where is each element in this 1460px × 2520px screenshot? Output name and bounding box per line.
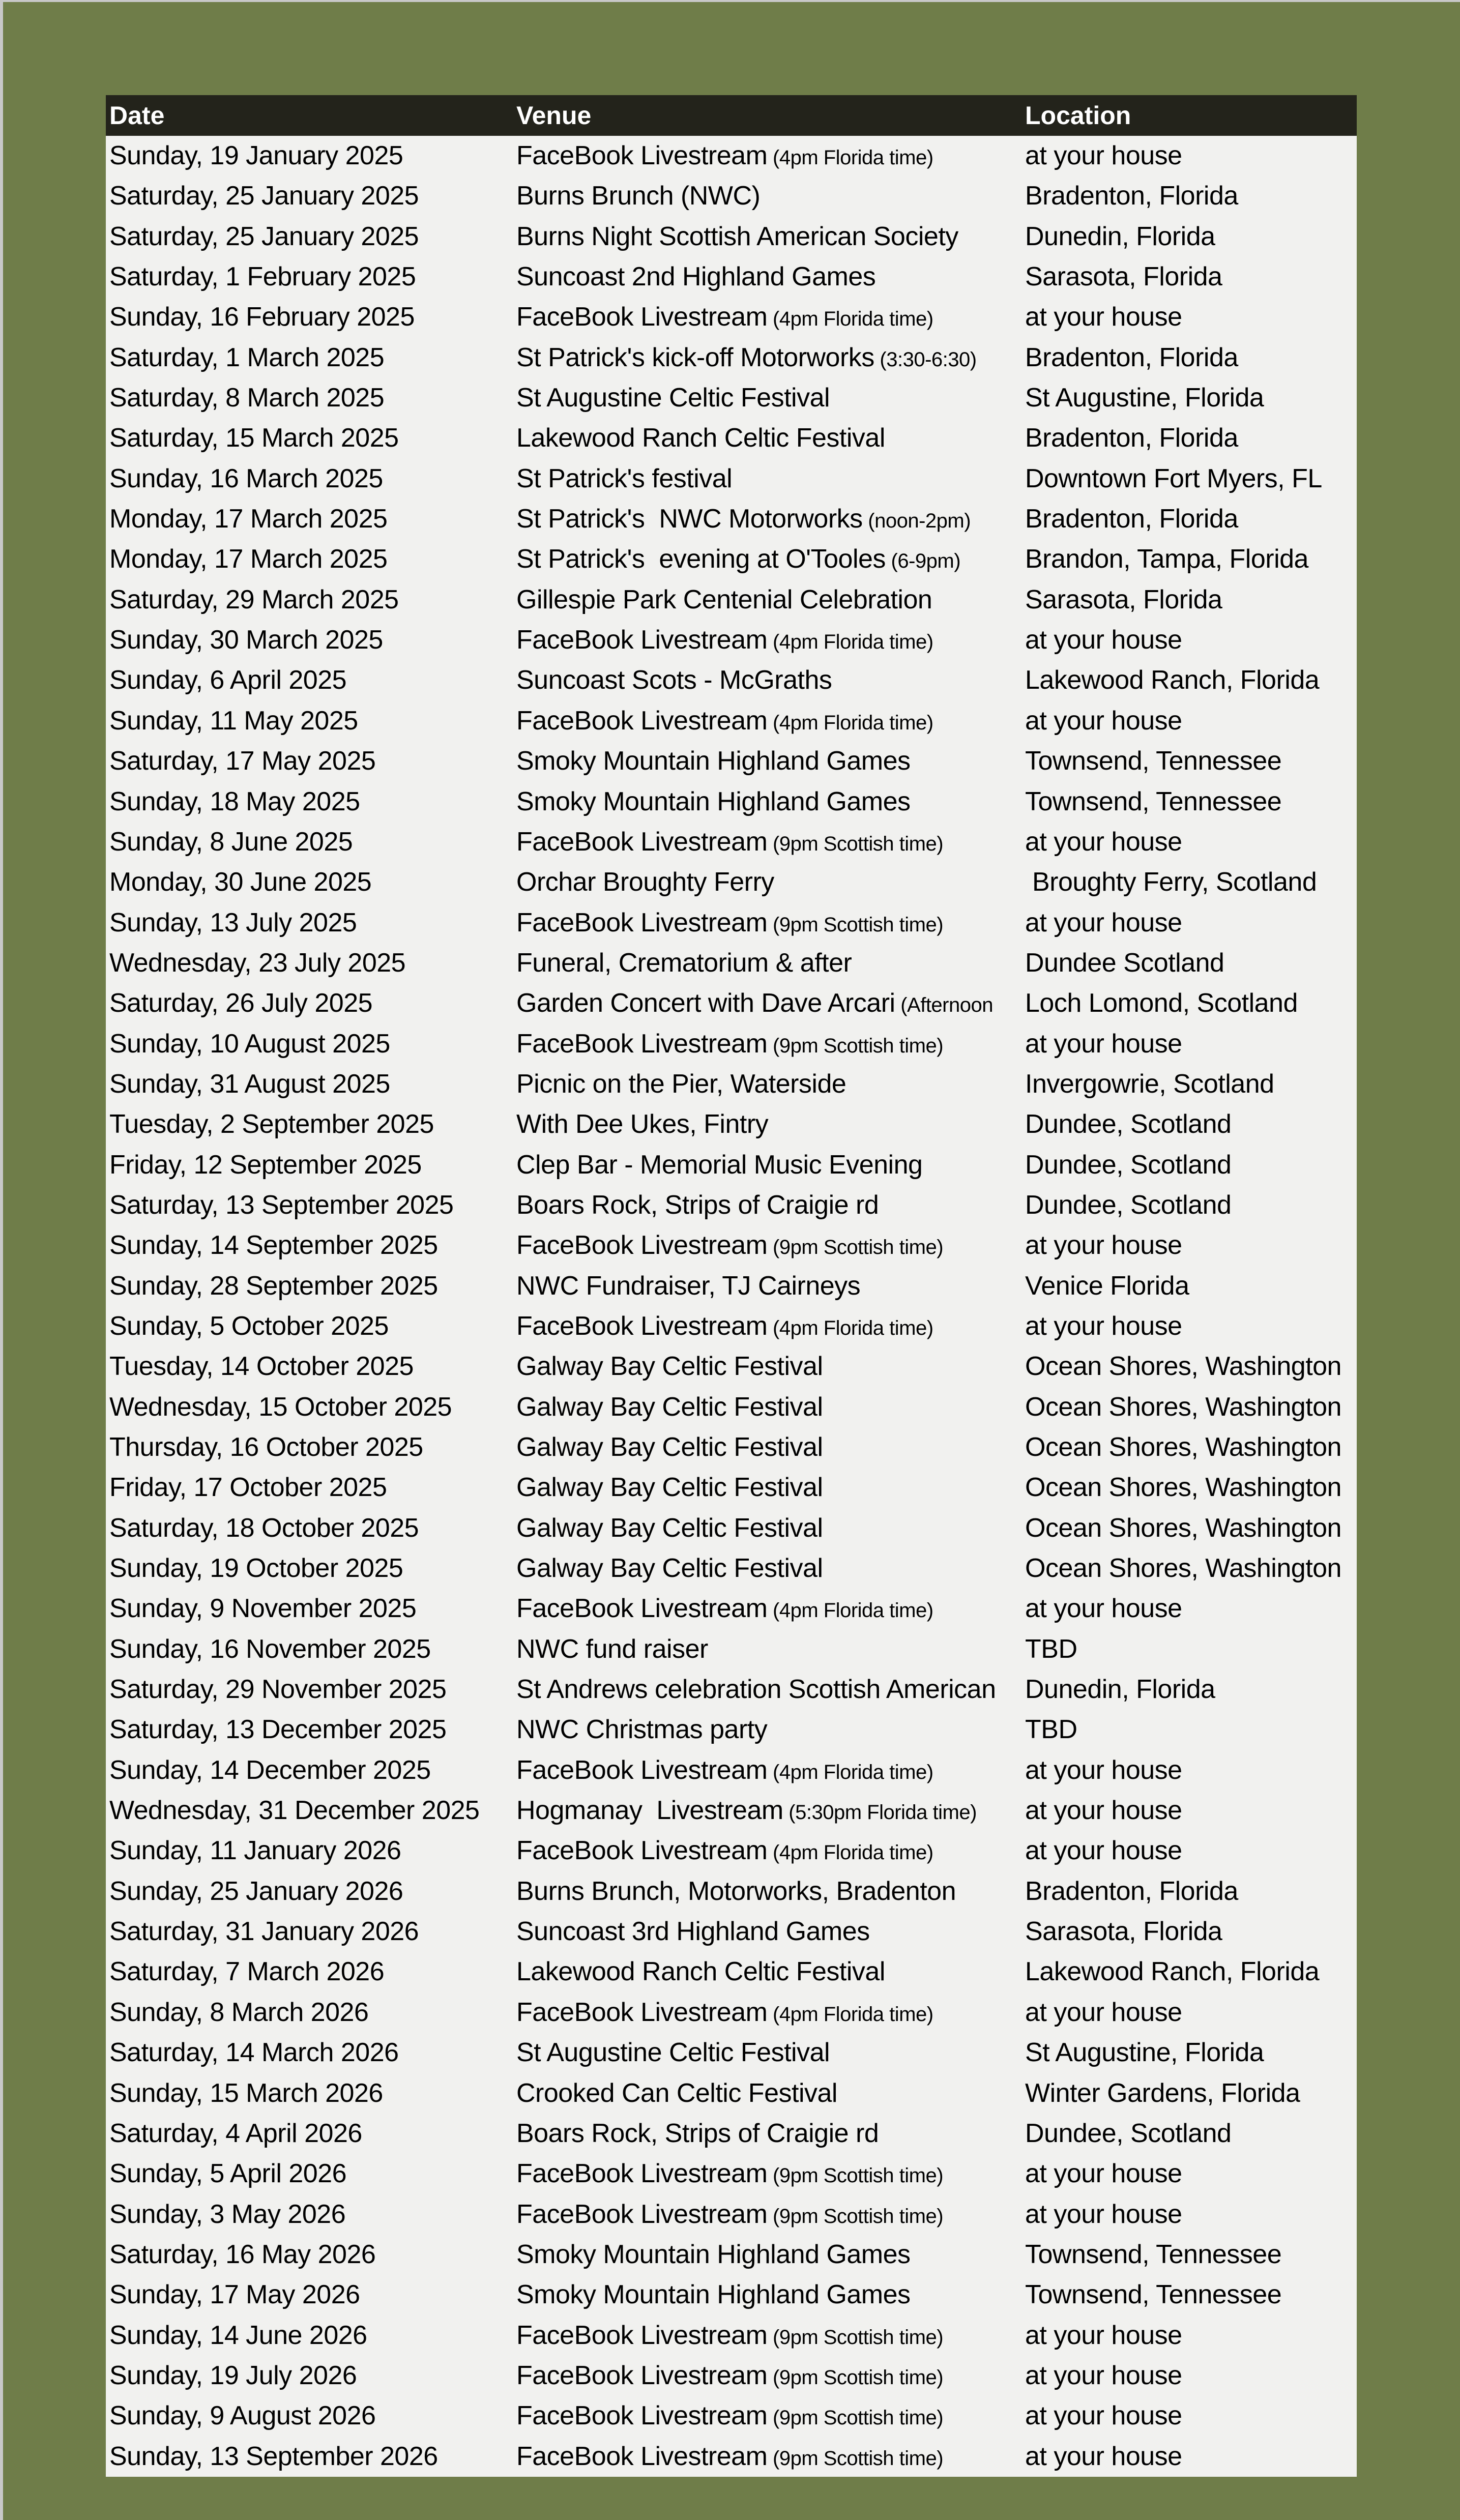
venue-cell: FaceBook Livestream (9pm Scottish time) — [516, 907, 944, 937]
venue-cell: Smoky Mountain Highland Games — [516, 746, 911, 776]
table-row — [106, 660, 1357, 700]
date-cell: Sunday, 31 August 2025 — [109, 1069, 390, 1099]
table-row — [106, 1992, 1357, 2033]
location-cell: Dundee, Scotland — [1025, 2118, 1232, 2148]
venue-cell: Hogmanay Livestream (5:30pm Florida time) — [516, 1796, 977, 1826]
date-cell: Sunday, 18 May 2025 — [109, 786, 360, 816]
venue-cell: Burns Brunch (NWC) — [516, 181, 761, 211]
location-cell: Downtown Fort Myers, FL — [1025, 463, 1322, 493]
location-cell: Bradenton, Florida — [1025, 342, 1238, 372]
table-row — [106, 822, 1357, 862]
location-cell: Dundee, Scotland — [1025, 1150, 1232, 1180]
venue-time-note: (9pm Scottish time) — [767, 913, 944, 936]
table-row — [106, 2114, 1357, 2154]
venue-time-note: (9pm Scottish time) — [767, 1236, 944, 1259]
venue-cell: Burns Brunch, Motorworks, Bradenton — [516, 1876, 956, 1906]
table-row — [106, 1589, 1357, 1629]
date-cell: Sunday, 13 July 2025 — [109, 907, 357, 937]
venue-cell: FaceBook Livestream (9pm Scottish time) — [516, 2360, 944, 2390]
location-cell: at your house — [1025, 827, 1182, 857]
location-cell: Invergowrie, Scotland — [1025, 1069, 1274, 1099]
table-row — [106, 1912, 1357, 1952]
location-cell: TBD — [1025, 1715, 1077, 1745]
venue-cell: FaceBook Livestream (4pm Florida time) — [516, 706, 933, 736]
date-cell: Saturday, 18 October 2025 — [109, 1513, 419, 1543]
date-cell: Friday, 12 September 2025 — [109, 1150, 422, 1180]
venue-time-note: (5:30pm Florida time) — [783, 1801, 977, 1824]
date-cell: Sunday, 5 April 2026 — [109, 2159, 347, 2189]
venue-cell: FaceBook Livestream (4pm Florida time) — [516, 141, 933, 170]
location-cell: Sarasota, Florida — [1025, 1917, 1222, 1947]
location-cell: TBD — [1025, 1634, 1077, 1664]
date-cell: Sunday, 9 August 2026 — [109, 2401, 376, 2431]
table-row — [106, 378, 1357, 418]
date-cell: Monday, 17 March 2025 — [109, 504, 388, 534]
date-cell: Saturday, 1 February 2025 — [109, 262, 416, 292]
table-row — [106, 418, 1357, 458]
location-cell: Ocean Shores, Washington — [1025, 1554, 1341, 1584]
venue-time-note: (9pm Scottish time) — [767, 2326, 944, 2349]
location-cell: Bradenton, Florida — [1025, 423, 1238, 453]
venue-cell: FaceBook Livestream (9pm Scottish time) — [516, 1230, 944, 1261]
date-cell: Sunday, 15 March 2026 — [109, 2078, 383, 2108]
location-cell: at your house — [1025, 1796, 1182, 1826]
table-row — [106, 741, 1357, 781]
location-cell: at your house — [1025, 141, 1182, 170]
table-row — [106, 459, 1357, 499]
location-cell: Brandon, Tampa, Florida — [1025, 544, 1308, 574]
date-cell: Sunday, 14 June 2026 — [109, 2320, 367, 2350]
venue-cell: Galway Bay Celtic Festival — [516, 1473, 823, 1503]
date-cell: Sunday, 19 January 2025 — [109, 141, 403, 170]
table-row — [106, 2275, 1357, 2315]
venue-cell: St Patrick's NWC Motorworks (noon-2pm) — [516, 504, 971, 534]
date-cell: Sunday, 28 September 2025 — [109, 1271, 438, 1301]
date-cell: Sunday, 5 October 2025 — [109, 1311, 389, 1341]
date-cell: Friday, 17 October 2025 — [109, 1473, 387, 1503]
venue-cell: NWC fund raiser — [516, 1634, 708, 1664]
location-cell: Bradenton, Florida — [1025, 504, 1238, 534]
location-cell: at your house — [1025, 1594, 1182, 1624]
location-cell: Ocean Shores, Washington — [1025, 1352, 1341, 1382]
table-row — [106, 1145, 1357, 1185]
table-row — [106, 1952, 1357, 1992]
venue-cell: NWC Christmas party — [516, 1715, 768, 1745]
location-cell: at your house — [1025, 1755, 1182, 1785]
venue-time-note: (9pm Scottish time) — [767, 2447, 944, 2470]
date-cell: Saturday, 13 December 2025 — [109, 1715, 447, 1745]
location-cell: Dundee, Scotland — [1025, 1190, 1232, 1220]
table-row — [106, 1387, 1357, 1427]
date-cell: Saturday, 17 May 2025 — [109, 746, 376, 776]
venue-cell: Orchar Broughty Ferry — [516, 867, 774, 897]
location-cell: Ocean Shores, Washington — [1025, 1513, 1341, 1543]
table-row — [106, 903, 1357, 943]
table-row — [106, 701, 1357, 741]
venue-cell: Boars Rock, Strips of Craigie rd — [516, 2118, 879, 2148]
location-cell: St Augustine, Florida — [1025, 383, 1264, 413]
venue-time-note: (4pm Florida time) — [767, 1316, 933, 1339]
venue-cell: Smoky Mountain Highland Games — [516, 2239, 911, 2269]
venue-cell: Galway Bay Celtic Festival — [516, 1432, 823, 1462]
location-cell: at your house — [1025, 907, 1182, 937]
date-cell: Tuesday, 2 September 2025 — [109, 1109, 434, 1139]
table-row — [106, 1024, 1357, 1064]
location-cell: Townsend, Tennessee — [1025, 2239, 1282, 2269]
venue-cell: NWC Fundraiser, TJ Cairneys — [516, 1271, 861, 1301]
venue-time-note: (4pm Florida time) — [767, 1761, 933, 1783]
date-cell: Sunday, 16 March 2025 — [109, 463, 383, 493]
date-cell: Sunday, 14 December 2025 — [109, 1755, 431, 1785]
table-row — [106, 1750, 1357, 1791]
date-cell: Sunday, 11 January 2026 — [109, 1836, 401, 1866]
date-cell: Saturday, 25 January 2025 — [109, 181, 419, 211]
table-row — [106, 2235, 1357, 2275]
date-cell: Sunday, 14 September 2025 — [109, 1230, 438, 1261]
venue-time-note: (6-9pm) — [885, 550, 961, 573]
location-cell: Townsend, Tennessee — [1025, 746, 1282, 776]
date-cell: Monday, 30 June 2025 — [109, 867, 372, 897]
venue-cell: Clep Bar - Memorial Music Evening — [516, 1150, 923, 1180]
location-cell: Lakewood Ranch, Florida — [1025, 665, 1320, 695]
header-location: Location — [1025, 101, 1131, 130]
location-cell: Ocean Shores, Washington — [1025, 1432, 1341, 1462]
venue-time-note: (Afternoon — [895, 994, 993, 1017]
date-cell: Sunday, 19 July 2026 — [109, 2360, 357, 2390]
venue-cell: FaceBook Livestream (9pm Scottish time) — [516, 2320, 944, 2350]
table-row — [106, 1791, 1357, 1831]
table-row — [106, 1871, 1357, 1912]
date-cell: Saturday, 8 March 2025 — [109, 383, 385, 413]
venue-cell: Suncoast Scots - McGraths — [516, 665, 832, 695]
date-cell: Sunday, 8 March 2026 — [109, 1997, 369, 2027]
venue-time-note: (noon-2pm) — [862, 510, 971, 533]
location-cell: St Augustine, Florida — [1025, 2038, 1264, 2068]
date-cell: Saturday, 1 March 2025 — [109, 342, 385, 372]
table-row — [106, 1104, 1357, 1145]
date-cell: Monday, 17 March 2025 — [109, 544, 388, 574]
venue-cell: FaceBook Livestream (9pm Scottish time) — [516, 2159, 944, 2189]
venue-cell: FaceBook Livestream (9pm Scottish time) — [516, 2199, 944, 2229]
location-cell: at your house — [1025, 1311, 1182, 1341]
date-cell: Wednesday, 15 October 2025 — [109, 1392, 452, 1422]
venue-cell: FaceBook Livestream (9pm Scottish time) — [516, 2441, 944, 2471]
date-cell: Sunday, 9 November 2025 — [109, 1594, 417, 1624]
venue-time-note: (4pm Florida time) — [767, 146, 933, 169]
venue-cell: Galway Bay Celtic Festival — [516, 1352, 823, 1382]
venue-cell: With Dee Ukes, Fintry — [516, 1109, 769, 1139]
venue-cell: St Patrick's festival — [516, 463, 733, 493]
venue-cell: Gillespie Park Centenial Celebration — [516, 584, 932, 614]
table-row — [106, 1427, 1357, 1468]
venue-cell: FaceBook Livestream (4pm Florida time) — [516, 1836, 933, 1866]
table-row — [106, 1266, 1357, 1306]
table-row — [106, 2194, 1357, 2235]
location-cell: Ocean Shores, Washington — [1025, 1473, 1341, 1503]
venue-time-note: (9pm Scottish time) — [767, 832, 944, 855]
table-row — [106, 943, 1357, 983]
location-cell: at your house — [1025, 625, 1182, 655]
date-cell: Wednesday, 31 December 2025 — [109, 1796, 480, 1826]
venue-cell: St Augustine Celtic Festival — [516, 2038, 830, 2068]
venue-cell: Boars Rock, Strips of Craigie rd — [516, 1190, 879, 1220]
table-row — [106, 620, 1357, 660]
location-cell: at your house — [1025, 1836, 1182, 1866]
venue-cell: FaceBook Livestream (9pm Scottish time) — [516, 2401, 944, 2431]
table-row — [106, 539, 1357, 579]
venue-cell: St Patrick's kick-off Motorworks (3:30-6:30) — [516, 342, 977, 372]
table-row — [106, 1548, 1357, 1589]
table-row — [106, 1710, 1357, 1750]
venue-cell: Galway Bay Celtic Festival — [516, 1554, 823, 1584]
table-row — [106, 1468, 1357, 1508]
date-cell: Sunday, 19 October 2025 — [109, 1554, 403, 1584]
venue-cell: St Patrick's evening at O'Tooles (6-9pm) — [516, 544, 961, 574]
venue-time-note: (4pm Florida time) — [767, 631, 933, 654]
venue-cell: Galway Bay Celtic Festival — [516, 1513, 823, 1543]
venue-cell: Smoky Mountain Highland Games — [516, 2280, 911, 2310]
table-row — [106, 1225, 1357, 1266]
date-cell: Thursday, 16 October 2025 — [109, 1432, 423, 1462]
location-cell: at your house — [1025, 1997, 1182, 2027]
date-cell: Saturday, 25 January 2025 — [109, 221, 419, 251]
date-cell: Sunday, 6 April 2025 — [109, 665, 347, 695]
venue-cell: FaceBook Livestream (4pm Florida time) — [516, 625, 933, 655]
table-row — [106, 580, 1357, 620]
date-cell: Saturday, 26 July 2025 — [109, 988, 373, 1018]
venue-time-note: (4pm Florida time) — [767, 1599, 933, 1622]
date-cell: Saturday, 29 March 2025 — [109, 584, 399, 614]
venue-cell: St Augustine Celtic Festival — [516, 383, 830, 413]
date-cell: Sunday, 16 November 2025 — [109, 1634, 431, 1664]
venue-cell: FaceBook Livestream (4pm Florida time) — [516, 1311, 933, 1341]
venue-time-note: (9pm Scottish time) — [767, 2205, 944, 2228]
location-cell: at your house — [1025, 2159, 1182, 2189]
venue-cell: Smoky Mountain Highland Games — [516, 786, 911, 816]
venue-cell: FaceBook Livestream (9pm Scottish time) — [516, 1029, 944, 1059]
date-cell: Sunday, 8 June 2025 — [109, 827, 353, 857]
table-row — [106, 862, 1357, 902]
venue-cell: Galway Bay Celtic Festival — [516, 1392, 823, 1422]
location-cell: Dunedin, Florida — [1025, 1675, 1215, 1705]
venue-time-note: (4pm Florida time) — [767, 711, 933, 734]
location-cell: Ocean Shores, Washington — [1025, 1392, 1341, 1422]
location-cell: at your house — [1025, 2199, 1182, 2229]
table-row — [106, 2073, 1357, 2114]
date-cell: Sunday, 30 March 2025 — [109, 625, 383, 655]
table-row — [106, 2154, 1357, 2194]
location-cell: Bradenton, Florida — [1025, 1876, 1238, 1906]
date-cell: Sunday, 10 August 2025 — [109, 1029, 390, 1059]
date-cell: Saturday, 4 April 2026 — [109, 2118, 362, 2148]
venue-time-note: (9pm Scottish time) — [767, 1034, 944, 1057]
location-cell: Sarasota, Florida — [1025, 584, 1222, 614]
location-cell: at your house — [1025, 2401, 1182, 2431]
date-cell: Saturday, 14 March 2026 — [109, 2038, 399, 2068]
location-cell: at your house — [1025, 2360, 1182, 2390]
venue-cell: Funeral, Crematorium & after — [516, 948, 852, 978]
venue-time-note: (9pm Scottish time) — [767, 2366, 944, 2389]
venue-cell: FaceBook Livestream (4pm Florida time) — [516, 1594, 933, 1624]
table-row — [106, 1306, 1357, 1346]
table-row — [106, 1629, 1357, 1669]
venue-cell: Picnic on the Pier, Waterside — [516, 1069, 846, 1099]
date-cell: Sunday, 17 May 2026 — [109, 2280, 360, 2310]
venue-cell: St Andrews celebration Scottish American — [516, 1675, 996, 1705]
table-row — [106, 1064, 1357, 1104]
location-cell: Sarasota, Florida — [1025, 262, 1222, 292]
table-header-row — [106, 95, 1357, 136]
events-table — [106, 95, 1357, 2477]
date-cell: Sunday, 25 January 2026 — [109, 1876, 403, 1906]
location-cell: Dundee, Scotland — [1025, 1109, 1232, 1139]
location-cell: Dunedin, Florida — [1025, 221, 1215, 251]
table-row — [106, 1508, 1357, 1548]
date-cell: Sunday, 11 May 2025 — [109, 706, 358, 736]
table-row — [106, 1669, 1357, 1710]
venue-time-note: (3:30-6:30) — [874, 348, 977, 371]
venue-cell: Suncoast 2nd Highland Games — [516, 262, 876, 292]
table-row — [106, 136, 1357, 176]
location-cell: Loch Lomond, Scotland — [1025, 988, 1298, 1018]
table-row — [106, 2316, 1357, 2356]
location-cell: at your house — [1025, 706, 1182, 736]
table-row — [106, 1831, 1357, 1871]
location-cell: Winter Gardens, Florida — [1025, 2078, 1300, 2108]
location-cell: Venice Florida — [1025, 1271, 1189, 1301]
venue-time-note: (4pm Florida time) — [767, 1841, 933, 1864]
location-cell: Bradenton, Florida — [1025, 181, 1238, 211]
header-venue: Venue — [516, 101, 592, 130]
venue-cell: FaceBook Livestream (9pm Scottish time) — [516, 827, 944, 857]
location-cell: at your house — [1025, 2441, 1182, 2471]
table-row — [106, 983, 1357, 1023]
venue-cell: Garden Concert with Dave Arcari (Afternoon — [516, 988, 993, 1018]
venue-cell: Suncoast 3rd Highland Games — [516, 1917, 870, 1947]
table-row — [106, 297, 1357, 337]
table-row — [106, 217, 1357, 257]
date-cell: Tuesday, 14 October 2025 — [109, 1352, 414, 1382]
date-cell: Saturday, 13 September 2025 — [109, 1190, 454, 1220]
venue-time-note: (9pm Scottish time) — [767, 2164, 944, 2187]
location-cell: at your house — [1025, 1029, 1182, 1059]
date-cell: Saturday, 15 March 2025 — [109, 423, 399, 453]
location-cell: at your house — [1025, 1230, 1182, 1261]
venue-cell: Lakewood Ranch Celtic Festival — [516, 1957, 885, 1987]
table-row — [106, 2437, 1357, 2477]
table-row — [106, 176, 1357, 216]
venue-time-note: (4pm Florida time) — [767, 2003, 933, 2026]
date-cell: Sunday, 16 February 2025 — [109, 302, 415, 332]
table-row — [106, 2356, 1357, 2396]
location-cell: Broughty Ferry, Scotland — [1025, 867, 1317, 897]
date-cell: Saturday, 31 January 2026 — [109, 1917, 419, 1947]
location-cell: Dundee Scotland — [1025, 948, 1224, 978]
event-rows — [106, 136, 1357, 2477]
date-cell: Sunday, 13 September 2026 — [109, 2441, 438, 2471]
table-row — [106, 1185, 1357, 1225]
venue-cell: Lakewood Ranch Celtic Festival — [516, 423, 885, 453]
venue-cell: FaceBook Livestream (4pm Florida time) — [516, 1997, 933, 2027]
location-cell: Townsend, Tennessee — [1025, 2280, 1282, 2310]
venue-time-note: (4pm Florida time) — [767, 308, 933, 331]
header-date: Date — [109, 101, 165, 130]
date-cell: Saturday, 16 May 2026 — [109, 2239, 376, 2269]
date-cell: Sunday, 3 May 2026 — [109, 2199, 346, 2229]
table-row — [106, 782, 1357, 822]
location-cell: Townsend, Tennessee — [1025, 786, 1282, 816]
date-cell: Wednesday, 23 July 2025 — [109, 948, 406, 978]
venue-cell: Burns Night Scottish American Society — [516, 221, 958, 251]
location-cell: Lakewood Ranch, Florida — [1025, 1957, 1320, 1987]
venue-cell: FaceBook Livestream (4pm Florida time) — [516, 1755, 933, 1785]
venue-time-note: (9pm Scottish time) — [767, 2407, 944, 2429]
date-cell: Saturday, 7 March 2026 — [109, 1957, 385, 1987]
venue-cell: FaceBook Livestream (4pm Florida time) — [516, 302, 933, 332]
date-cell: Saturday, 29 November 2025 — [109, 1675, 447, 1705]
table-row — [106, 338, 1357, 378]
location-cell: at your house — [1025, 302, 1182, 332]
table-row — [106, 257, 1357, 297]
table-row — [106, 1346, 1357, 1387]
table-row — [106, 499, 1357, 539]
location-cell: at your house — [1025, 2320, 1182, 2350]
table-row — [106, 2033, 1357, 2073]
venue-cell: Crooked Can Celtic Festival — [516, 2078, 837, 2108]
table-row — [106, 2396, 1357, 2436]
